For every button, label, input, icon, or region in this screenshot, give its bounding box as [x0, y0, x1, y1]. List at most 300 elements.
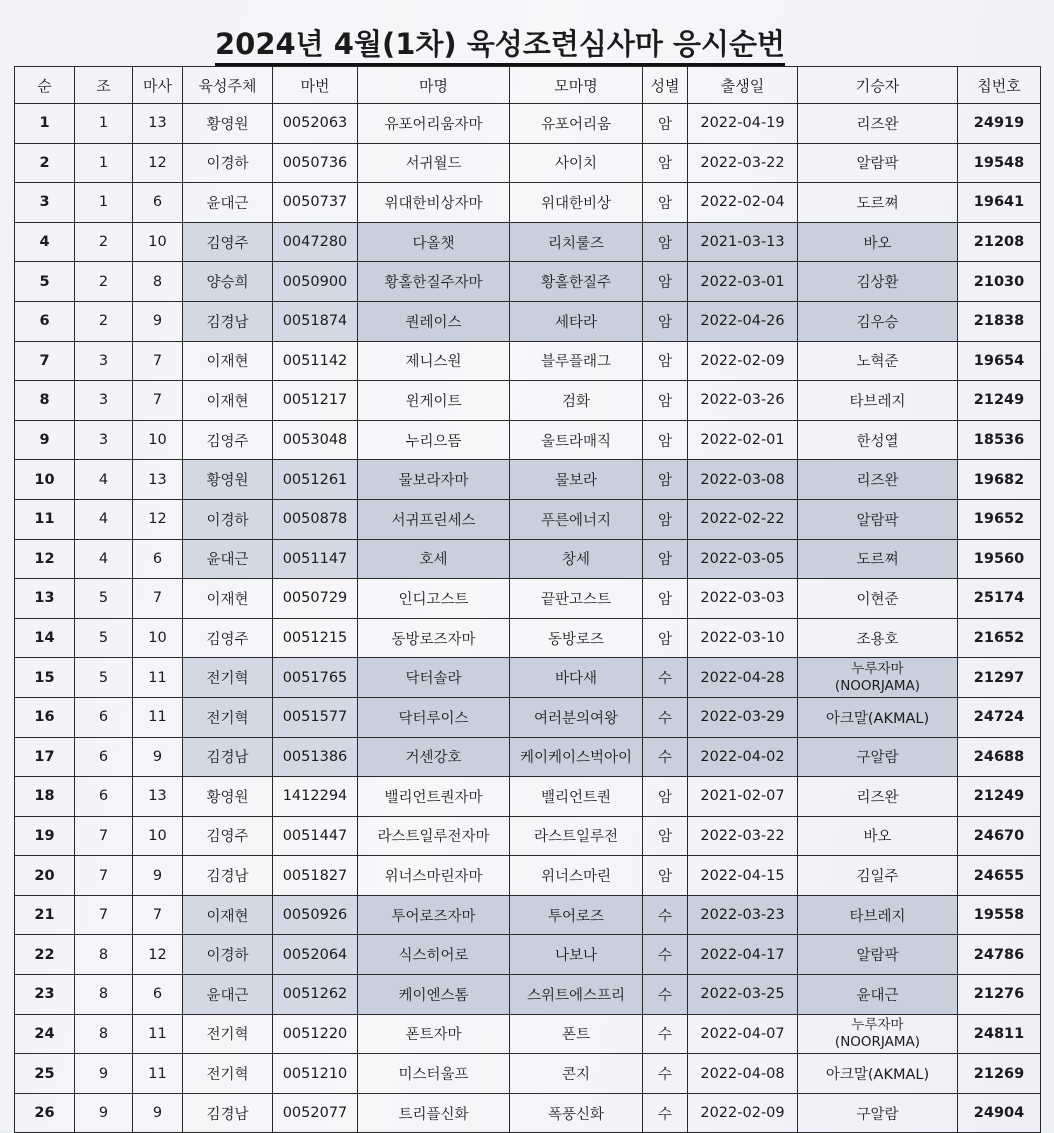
- cell-horse-no: 0051447: [273, 816, 358, 856]
- cell-name: 제니스원: [358, 341, 510, 381]
- cell-dam: 폰트: [510, 1014, 643, 1054]
- cell-no: 14: [15, 618, 75, 658]
- cell-jo: 2: [75, 262, 133, 302]
- cell-birth: 2022-04-15: [688, 856, 798, 896]
- cell-chip: 24688: [958, 737, 1041, 777]
- cell-horse-no: 0047280: [273, 222, 358, 262]
- cell-owner: 이재현: [183, 579, 273, 619]
- cell-birth: 2022-04-28: [688, 658, 798, 698]
- cell-dam: 울트라매직: [510, 420, 643, 460]
- cell-no: 12: [15, 539, 75, 579]
- cell-birth: 2022-03-23: [688, 895, 798, 935]
- cell-no: 18: [15, 777, 75, 817]
- page-title: 2024년 4월(1차) 육성조련심사마 응시순번: [0, 22, 1000, 63]
- cell-jockey: 리즈완: [798, 777, 958, 817]
- cell-name: 트리플신화: [358, 1093, 510, 1133]
- cell-horse-no: 0050878: [273, 499, 358, 539]
- cell-jo: 3: [75, 341, 133, 381]
- cell-sex: 수: [643, 935, 688, 975]
- cell-dam: 동방로즈: [510, 618, 643, 658]
- table-row: [15, 104, 1041, 144]
- cell-dam: 리치룰즈: [510, 222, 643, 262]
- cell-owner: 윤대근: [183, 183, 273, 223]
- cell-owner: 이경하: [183, 499, 273, 539]
- cell-birth: 2022-03-26: [688, 381, 798, 421]
- cell-birth: 2022-02-04: [688, 183, 798, 223]
- table-row: [15, 1014, 1041, 1054]
- header-cell: 마명: [358, 67, 510, 104]
- cell-owner: 전기혁: [183, 1054, 273, 1094]
- cell-masa: 11: [133, 1054, 183, 1094]
- cell-chip: 25174: [958, 579, 1041, 619]
- cell-birth: 2022-03-22: [688, 143, 798, 183]
- table-row: [15, 499, 1041, 539]
- cell-chip: 21276: [958, 975, 1041, 1015]
- cell-name: 투어로즈자마: [358, 895, 510, 935]
- table-row: [15, 539, 1041, 579]
- cell-chip: 21652: [958, 618, 1041, 658]
- cell-masa: 9: [133, 856, 183, 896]
- cell-sex: 암: [643, 618, 688, 658]
- cell-jockey: 조용호: [798, 618, 958, 658]
- cell-masa: 12: [133, 499, 183, 539]
- table-row: [15, 301, 1041, 341]
- cell-dam: 바다새: [510, 658, 643, 698]
- cell-jockey: 아크말(AKMAL): [798, 1054, 958, 1094]
- cell-chip: 19654: [958, 341, 1041, 381]
- cell-horse-no: 1412294: [273, 777, 358, 817]
- cell-owner: 김경남: [183, 301, 273, 341]
- header-cell: 모마명: [510, 67, 643, 104]
- cell-jo: 4: [75, 460, 133, 500]
- cell-jockey: 김우승: [798, 301, 958, 341]
- cell-horse-no: 0050729: [273, 579, 358, 619]
- cell-masa: 6: [133, 183, 183, 223]
- cell-jo: 9: [75, 1093, 133, 1133]
- cell-horse-no: 0052063: [273, 104, 358, 144]
- header-cell: 마번: [273, 67, 358, 104]
- cell-name: 서귀프린세스: [358, 499, 510, 539]
- cell-chip: 18536: [958, 420, 1041, 460]
- cell-jockey: 바오: [798, 222, 958, 262]
- cell-dam: 물보라: [510, 460, 643, 500]
- cell-name: 다올챗: [358, 222, 510, 262]
- cell-birth: 2022-03-01: [688, 262, 798, 302]
- cell-name: 윈게이트: [358, 381, 510, 421]
- cell-chip: 21249: [958, 777, 1041, 817]
- cell-chip: 24919: [958, 104, 1041, 144]
- cell-no: 20: [15, 856, 75, 896]
- cell-name: 밸리언트퀀자마: [358, 777, 510, 817]
- cell-dam: 라스트일루전: [510, 816, 643, 856]
- cell-masa: 11: [133, 1014, 183, 1054]
- cell-jo: 7: [75, 895, 133, 935]
- cell-sex: 암: [643, 816, 688, 856]
- cell-masa: 9: [133, 737, 183, 777]
- cell-birth: 2022-04-02: [688, 737, 798, 777]
- cell-jockey: 구알람: [798, 737, 958, 777]
- cell-owner: 김영주: [183, 816, 273, 856]
- cell-jockey: 김상환: [798, 262, 958, 302]
- cell-masa: 6: [133, 539, 183, 579]
- cell-dam: 검화: [510, 381, 643, 421]
- table-row: [15, 579, 1041, 619]
- cell-chip: 24786: [958, 935, 1041, 975]
- cell-sex: 암: [643, 420, 688, 460]
- cell-masa: 11: [133, 697, 183, 737]
- cell-name: 거센강호: [358, 737, 510, 777]
- cell-jo: 3: [75, 420, 133, 460]
- cell-owner: 황영원: [183, 777, 273, 817]
- cell-jo: 7: [75, 816, 133, 856]
- cell-masa: 13: [133, 460, 183, 500]
- table-row: [15, 737, 1041, 777]
- cell-owner: 김영주: [183, 222, 273, 262]
- cell-birth: 2022-04-08: [688, 1054, 798, 1094]
- cell-jockey: 누루자마 (NOORJAMA): [798, 658, 958, 698]
- cell-masa: 7: [133, 381, 183, 421]
- cell-sex: 수: [643, 1054, 688, 1094]
- table-row: [15, 975, 1041, 1015]
- cell-name: 누리으뜸: [358, 420, 510, 460]
- cell-sex: 암: [643, 301, 688, 341]
- cell-birth: 2022-04-17: [688, 935, 798, 975]
- header-cell: 출생일: [688, 67, 798, 104]
- cell-owner: 이경하: [183, 143, 273, 183]
- cell-name: 위너스마린자마: [358, 856, 510, 896]
- cell-dam: 끝판고스트: [510, 579, 643, 619]
- cell-chip: 24904: [958, 1093, 1041, 1133]
- cell-no: 19: [15, 816, 75, 856]
- cell-jockey: 구알람: [798, 1093, 958, 1133]
- cell-chip: 19652: [958, 499, 1041, 539]
- cell-jo: 5: [75, 618, 133, 658]
- cell-jo: 2: [75, 222, 133, 262]
- cell-birth: 2022-04-07: [688, 1014, 798, 1054]
- cell-dam: 밸리언트퀀: [510, 777, 643, 817]
- cell-dam: 투어로즈: [510, 895, 643, 935]
- cell-no: 5: [15, 262, 75, 302]
- cell-dam: 유포어리움: [510, 104, 643, 144]
- cell-owner: 전기혁: [183, 658, 273, 698]
- cell-no: 2: [15, 143, 75, 183]
- cell-dam: 콘지: [510, 1054, 643, 1094]
- cell-owner: 김영주: [183, 420, 273, 460]
- cell-jockey: 리즈완: [798, 104, 958, 144]
- table-row: [15, 420, 1041, 460]
- cell-no: 23: [15, 975, 75, 1015]
- cell-owner: 김영주: [183, 618, 273, 658]
- cell-sex: 암: [643, 460, 688, 500]
- cell-horse-no: 0051220: [273, 1014, 358, 1054]
- cell-jo: 9: [75, 1054, 133, 1094]
- cell-jo: 6: [75, 777, 133, 817]
- cell-birth: 2022-04-19: [688, 104, 798, 144]
- table-row: [15, 618, 1041, 658]
- cell-name: 폰트자마: [358, 1014, 510, 1054]
- cell-sex: 암: [643, 222, 688, 262]
- cell-sex: 암: [643, 143, 688, 183]
- cell-no: 3: [15, 183, 75, 223]
- header-cell: 순: [15, 67, 75, 104]
- cell-owner: 전기혁: [183, 697, 273, 737]
- cell-chip: 21249: [958, 381, 1041, 421]
- cell-name: 닥터루이스: [358, 697, 510, 737]
- cell-owner: 양승희: [183, 262, 273, 302]
- cell-owner: 이재현: [183, 895, 273, 935]
- cell-jockey: 리즈완: [798, 460, 958, 500]
- cell-sex: 수: [643, 895, 688, 935]
- cell-sex: 암: [643, 539, 688, 579]
- cell-birth: 2022-03-08: [688, 460, 798, 500]
- cell-chip: 21269: [958, 1054, 1041, 1094]
- cell-dam: 푸른에너지: [510, 499, 643, 539]
- cell-jo: 4: [75, 539, 133, 579]
- table-row: [15, 381, 1041, 421]
- cell-dam: 창세: [510, 539, 643, 579]
- cell-no: 8: [15, 381, 75, 421]
- cell-horse-no: 0051215: [273, 618, 358, 658]
- table-row: [15, 816, 1041, 856]
- cell-horse-no: 0051142: [273, 341, 358, 381]
- cell-no: 7: [15, 341, 75, 381]
- cell-jo: 4: [75, 499, 133, 539]
- cell-horse-no: 0051874: [273, 301, 358, 341]
- cell-horse-no: 0051261: [273, 460, 358, 500]
- cell-chip: 21838: [958, 301, 1041, 341]
- cell-sex: 수: [643, 737, 688, 777]
- cell-jockey: 이현준: [798, 579, 958, 619]
- cell-birth: 2022-03-25: [688, 975, 798, 1015]
- cell-name: 퀀레이스: [358, 301, 510, 341]
- cell-jo: 2: [75, 301, 133, 341]
- cell-no: 25: [15, 1054, 75, 1094]
- cell-horse-no: 0051210: [273, 1054, 358, 1094]
- cell-name: 닥터솔라: [358, 658, 510, 698]
- cell-chip: 19558: [958, 895, 1041, 935]
- cell-chip: 21030: [958, 262, 1041, 302]
- cell-jo: 8: [75, 975, 133, 1015]
- cell-sex: 암: [643, 579, 688, 619]
- header-cell: 칩번호: [958, 67, 1041, 104]
- cell-chip: 24670: [958, 816, 1041, 856]
- cell-owner: 전기혁: [183, 1014, 273, 1054]
- cell-owner: 윤대근: [183, 975, 273, 1015]
- cell-sex: 암: [643, 499, 688, 539]
- cell-horse-no: 0051147: [273, 539, 358, 579]
- cell-no: 1: [15, 104, 75, 144]
- schedule-table: [14, 66, 1041, 1133]
- cell-jo: 1: [75, 104, 133, 144]
- cell-birth: 2022-04-26: [688, 301, 798, 341]
- table-row: [15, 856, 1041, 896]
- cell-masa: 9: [133, 1093, 183, 1133]
- cell-name: 물보라자마: [358, 460, 510, 500]
- cell-jockey: 알람팍: [798, 143, 958, 183]
- cell-masa: 13: [133, 104, 183, 144]
- cell-no: 16: [15, 697, 75, 737]
- table-row: [15, 183, 1041, 223]
- cell-chip: 19560: [958, 539, 1041, 579]
- cell-dam: 블루플래그: [510, 341, 643, 381]
- cell-jockey: 노혁준: [798, 341, 958, 381]
- cell-dam: 사이치: [510, 143, 643, 183]
- header-cell: 육성주체: [183, 67, 273, 104]
- table-row: [15, 777, 1041, 817]
- table-row: [15, 341, 1041, 381]
- cell-horse-no: 0051827: [273, 856, 358, 896]
- cell-owner: 김경남: [183, 737, 273, 777]
- cell-masa: 10: [133, 816, 183, 856]
- cell-horse-no: 0051262: [273, 975, 358, 1015]
- cell-birth: 2022-02-09: [688, 1093, 798, 1133]
- cell-jockey: 알람팍: [798, 935, 958, 975]
- cell-horse-no: 0051577: [273, 697, 358, 737]
- cell-masa: 8: [133, 262, 183, 302]
- cell-jo: 1: [75, 183, 133, 223]
- cell-jockey: 윤대근: [798, 975, 958, 1015]
- cell-jockey: 바오: [798, 816, 958, 856]
- cell-jockey: 도르쪄: [798, 183, 958, 223]
- header-cell: 성별: [643, 67, 688, 104]
- cell-sex: 암: [643, 341, 688, 381]
- table-row: [15, 143, 1041, 183]
- cell-masa: 7: [133, 895, 183, 935]
- cell-jo: 1: [75, 143, 133, 183]
- table-row: [15, 1054, 1041, 1094]
- cell-sex: 암: [643, 381, 688, 421]
- cell-birth: 2022-03-29: [688, 697, 798, 737]
- table-row: [15, 222, 1041, 262]
- cell-masa: 10: [133, 222, 183, 262]
- cell-dam: 케이케이스벅아이: [510, 737, 643, 777]
- cell-no: 24: [15, 1014, 75, 1054]
- cell-masa: 7: [133, 579, 183, 619]
- cell-jo: 8: [75, 1014, 133, 1054]
- table-row: [15, 460, 1041, 500]
- cell-jockey: 알람팍: [798, 499, 958, 539]
- cell-birth: 2022-02-01: [688, 420, 798, 460]
- cell-dam: 황홀한질주: [510, 262, 643, 302]
- cell-horse-no: 0052064: [273, 935, 358, 975]
- cell-masa: 10: [133, 420, 183, 460]
- cell-dam: 세타라: [510, 301, 643, 341]
- table-body: [15, 104, 1041, 1133]
- cell-chip: 21297: [958, 658, 1041, 698]
- cell-horse-no: 0051386: [273, 737, 358, 777]
- table-row: [15, 895, 1041, 935]
- cell-chip: 19548: [958, 143, 1041, 183]
- cell-horse-no: 0052077: [273, 1093, 358, 1133]
- cell-owner: 황영원: [183, 460, 273, 500]
- cell-horse-no: 0051765: [273, 658, 358, 698]
- cell-no: 10: [15, 460, 75, 500]
- cell-horse-no: 0050926: [273, 895, 358, 935]
- cell-chip: 21208: [958, 222, 1041, 262]
- cell-sex: 수: [643, 658, 688, 698]
- cell-chip: 19641: [958, 183, 1041, 223]
- cell-owner: 이재현: [183, 341, 273, 381]
- cell-sex: 수: [643, 975, 688, 1015]
- cell-name: 케이엔스톰: [358, 975, 510, 1015]
- cell-horse-no: 0050736: [273, 143, 358, 183]
- header-cell: 조: [75, 67, 133, 104]
- cell-chip: 19682: [958, 460, 1041, 500]
- cell-name: 라스트일루전자마: [358, 816, 510, 856]
- table-row: [15, 935, 1041, 975]
- cell-jo: 3: [75, 381, 133, 421]
- cell-sex: 수: [643, 1093, 688, 1133]
- cell-name: 유포어리움자마: [358, 104, 510, 144]
- cell-jockey: 타브레지: [798, 895, 958, 935]
- cell-no: 4: [15, 222, 75, 262]
- cell-jockey: 누루자마 (NOORJAMA): [798, 1014, 958, 1054]
- cell-jockey: 타브레지: [798, 381, 958, 421]
- cell-horse-no: 0050737: [273, 183, 358, 223]
- table-row: [15, 697, 1041, 737]
- cell-birth: 2022-03-22: [688, 816, 798, 856]
- cell-horse-no: 0053048: [273, 420, 358, 460]
- table-header-row: [15, 67, 1041, 104]
- cell-name: 동방로즈자마: [358, 618, 510, 658]
- cell-dam: 스위트에스프리: [510, 975, 643, 1015]
- cell-chip: 24811: [958, 1014, 1041, 1054]
- cell-dam: 여러분의여왕: [510, 697, 643, 737]
- cell-dam: 위대한비상: [510, 183, 643, 223]
- cell-owner: 이경하: [183, 935, 273, 975]
- cell-jockey: 한성열: [798, 420, 958, 460]
- cell-sex: 수: [643, 1014, 688, 1054]
- cell-chip: 24724: [958, 697, 1041, 737]
- header-cell: 마사: [133, 67, 183, 104]
- cell-name: 인디고스트: [358, 579, 510, 619]
- cell-no: 6: [15, 301, 75, 341]
- cell-no: 13: [15, 579, 75, 619]
- cell-birth: 2021-02-07: [688, 777, 798, 817]
- cell-sex: 암: [643, 856, 688, 896]
- cell-jo: 6: [75, 697, 133, 737]
- cell-sex: 암: [643, 777, 688, 817]
- table-row: [15, 1093, 1041, 1133]
- cell-dam: 나보나: [510, 935, 643, 975]
- cell-horse-no: 0051217: [273, 381, 358, 421]
- cell-birth: 2022-02-09: [688, 341, 798, 381]
- cell-owner: 김경남: [183, 1093, 273, 1133]
- cell-name: 황홀한질주자마: [358, 262, 510, 302]
- cell-no: 21: [15, 895, 75, 935]
- cell-name: 식스히어로: [358, 935, 510, 975]
- header-cell: 기승자: [798, 67, 958, 104]
- cell-owner: 이재현: [183, 381, 273, 421]
- cell-no: 15: [15, 658, 75, 698]
- cell-jockey: 김일주: [798, 856, 958, 896]
- cell-owner: 윤대근: [183, 539, 273, 579]
- cell-birth: 2022-03-10: [688, 618, 798, 658]
- cell-masa: 7: [133, 341, 183, 381]
- cell-masa: 10: [133, 618, 183, 658]
- cell-birth: 2021-03-13: [688, 222, 798, 262]
- cell-jo: 5: [75, 658, 133, 698]
- cell-birth: 2022-02-22: [688, 499, 798, 539]
- cell-jockey: 도르쪄: [798, 539, 958, 579]
- cell-no: 17: [15, 737, 75, 777]
- cell-masa: 12: [133, 143, 183, 183]
- cell-name: 미스터울프: [358, 1054, 510, 1094]
- cell-name: 위대한비상자마: [358, 183, 510, 223]
- cell-owner: 김경남: [183, 856, 273, 896]
- cell-no: 22: [15, 935, 75, 975]
- cell-jo: 6: [75, 737, 133, 777]
